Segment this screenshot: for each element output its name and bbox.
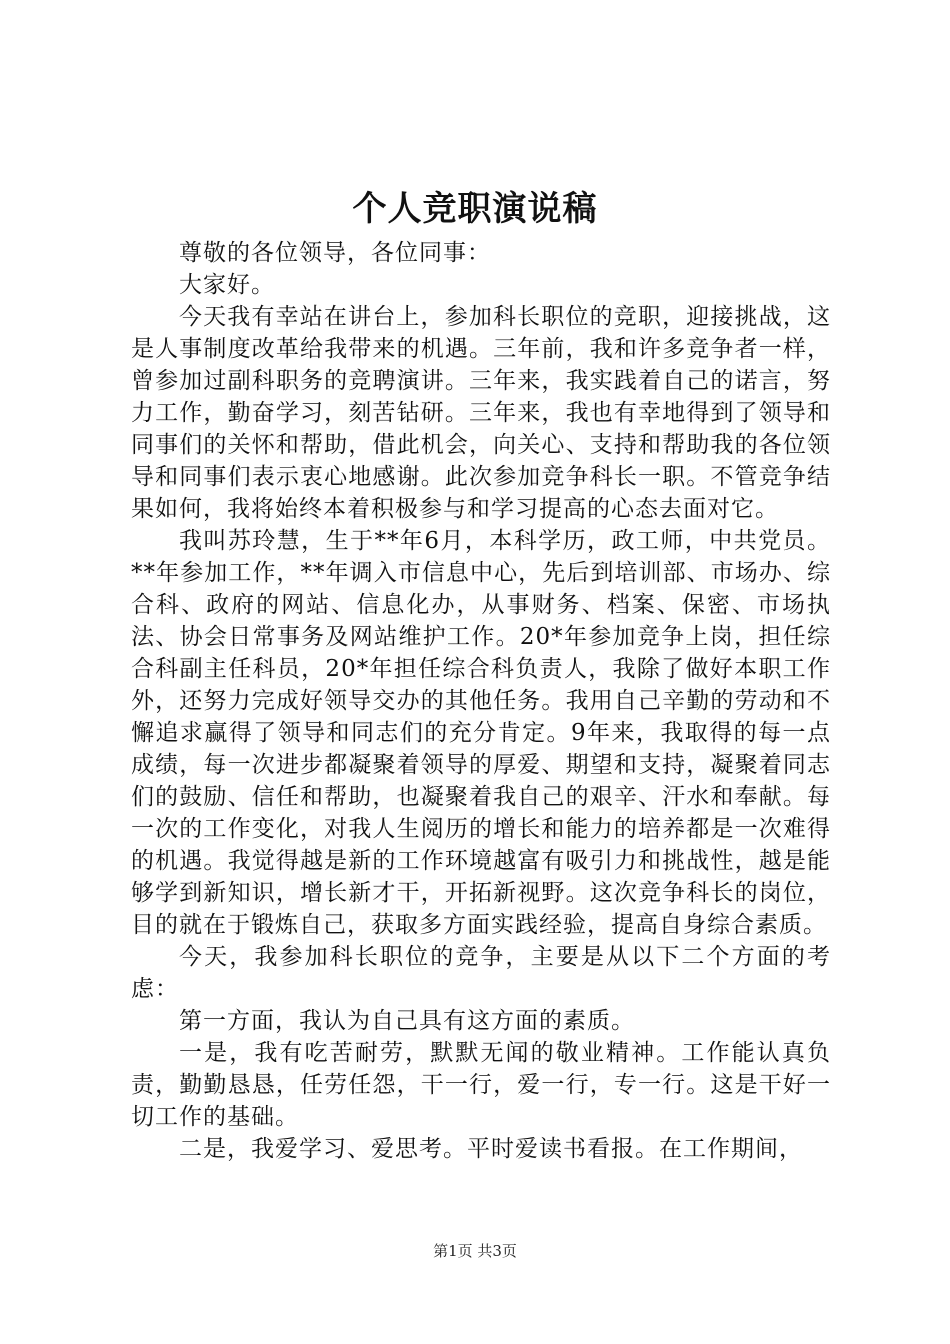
page-number-footer: 第1页 共3页: [433, 1242, 517, 1260]
paragraph-intro: 今天我有幸站在讲台上，参加科长职位的竞职，迎接挑战，这是人事制度改革给我带来的机遇。三年前，我和许多竞争者一样，曾参加过副科职务的竞聘演讲。三年来，我实践着自己的诺言，努力工作，勤奋学习，刻苦钻研。三年来，我也有幸地得到了领导和同事们的关怀和帮助，借此机会，向关心、支持和帮助我的各位领导和同事们表示衷心地感谢。此次参加竞争科长一职。不管竞争结果如何，我将始终本着积极参与和学习提高的心态去面对它。: [131, 304, 831, 522]
greeting: 大家好。: [179, 272, 275, 298]
salutation: 尊敬的各位领导，各位同事：: [179, 240, 491, 266]
paragraph-reasons: 今天，我参加科长职位的竞争，主要是从以下二个方面的考虑：: [131, 944, 831, 1002]
paragraph-point-one: 一是，我有吃苦耐劳，默默无闻的敬业精神。工作能认真负责，勤勤恳恳，任劳任怨，干一行，爱一行，专一行。这是干好一切工作的基础。: [131, 1040, 831, 1130]
paragraph-first-aspect: 第一方面，我认为自己具有这方面的素质。: [179, 1008, 635, 1034]
document-title: 个人竞职演说稿: [352, 189, 598, 229]
paragraph-point-two: 二是，我爱学习、爱思考。平时爱读书看报。在工作期间，: [179, 1136, 803, 1162]
document-body: [131, 237, 831, 1165]
paragraph-background: 我叫苏玲慧，生于**年6月，本科学历，政工师，中共党员。**年参加工作，**年调入市信息中心，先后到培训部、市场办、综合科、政府的网站、信息化办，从事财务、档案、保密、市场执法、协会日常事务及网站维护工作。20*年参加竞争上岗，担任综合科副主任科员，20*年担任综合科负责人，我除了做好本职工作外，还努力完成好领导交办的其他任务。我用自己辛勤的劳动和不懈追求赢得了领导和同志们的充分肯定。9年来，我取得的每一点成绩，每一次进步都凝聚着领导的厚爱、期望和支持，凝聚着同志们的鼓励、信任和帮助，也凝聚着我自己的艰辛、汗水和奉献。每一次的工作变化，对我人生阅历的增长和能力的培养都是一次难得的机遇。我觉得越是新的工作环境越富有吸引力和挑战性，越是能够学到新知识，增长新才干，开拓新视野。这次竞争科长的岗位，目的就在于锻炼自己，获取多方面实践经验，提高自身综合素质。: [131, 528, 831, 938]
